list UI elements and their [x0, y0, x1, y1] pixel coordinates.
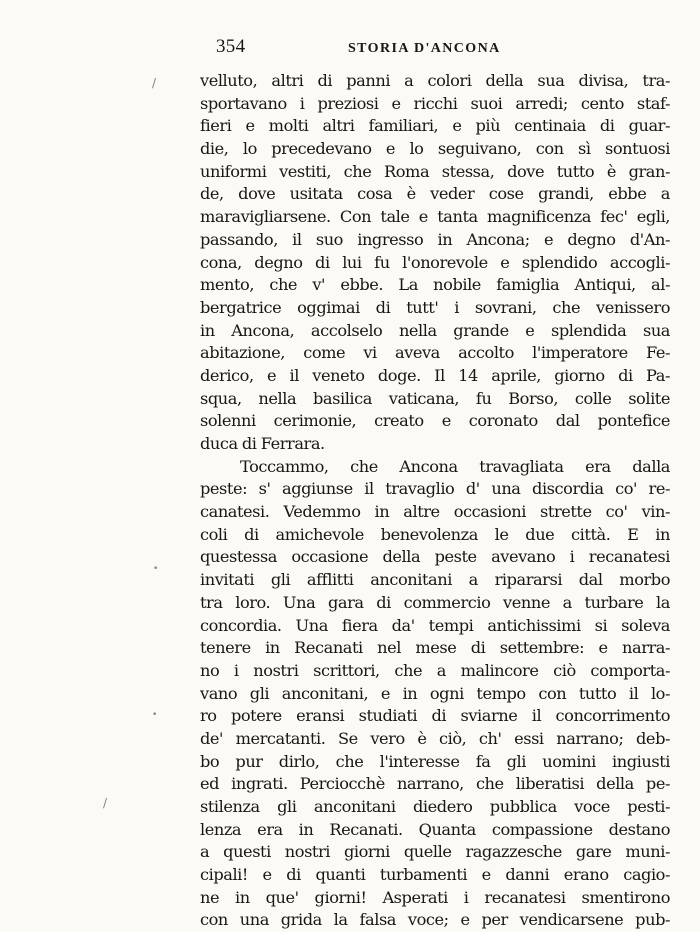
text-line: fieri e molti altri familiari, e più centinaia di guar- [200, 116, 670, 136]
text-line: sportavano i preziosi e ricchi suoi arredi; cento staf- [200, 93, 670, 113]
text-line: peste: s' aggiunse il travaglio d' una discordia co' re- [200, 479, 670, 499]
text-line: concordia. Una fiera da' tempi antichissimi si soleva [200, 615, 670, 635]
text-line: tra loro. Una gara di commercio venne a turbare la [200, 592, 670, 612]
text-line: ne in que' giorni! Asperati i recanatesi smentirono [200, 887, 670, 907]
margin-mark: • [152, 710, 158, 720]
margin-mark: / [152, 76, 157, 90]
text-line: solenni cerimonie, creato e coronato dal pontefice [200, 411, 670, 431]
text-line: con una grida la falsa voce; e per vendicarsene pub- [200, 910, 670, 930]
page-number: 354 [216, 36, 246, 57]
margin-mark: • [153, 564, 159, 574]
text-line: die, lo precedevano e lo seguivano, con sì sontuosi [200, 139, 670, 159]
text-line: questessa occasione della peste avevano i recanatesi [200, 547, 670, 567]
text-line: passando, il suo ingresso in Ancona; e degno d'An- [200, 229, 670, 249]
text-line: derico, e il veneto doge. Il 14 aprile, giorno di Pa- [200, 365, 670, 385]
text-line: abitazione, come vi aveva accolto l'imperatore Fe- [200, 343, 670, 363]
text-line: mento, che v' ebbe. La nobile famiglia Antiqui, al- [200, 275, 670, 295]
text-line: tenere in Recanati nel mese di settembre: e narra- [200, 638, 670, 658]
text-line: de' mercatanti. Se vero è ciò, ch' essi narrano; deb- [200, 728, 670, 748]
text-line: coli di amichevole benevolenza le due città. E in [200, 524, 670, 544]
text-line: ed ingrati. Perciocchè narrano, che liberatisi della pe- [200, 774, 670, 794]
running-title: STORIA D'ANCONA [348, 41, 501, 56]
text-line: stilenza gli anconitani diedero pubblica voce pesti- [200, 797, 670, 816]
text-line: no i nostri scrittori, che a malincore ciò comporta- [200, 660, 670, 680]
text-line: cona, degno di lui fu l'onorevole e splendido accogli- [200, 252, 670, 272]
text-line: bergatrice oggimai di tutt' i sovrani, che venissero [200, 297, 670, 317]
text-line: squa, nella basilica vaticana, fu Borso, colle solite [200, 388, 670, 408]
text-line: ro potere eransi studiati di sviarne il concorrimento [200, 706, 670, 726]
body-text [200, 70, 670, 932]
page-header [198, 36, 668, 64]
paragraph-start-line: Toccammo, che Ancona travagliata era dalla [240, 456, 670, 476]
text-line: de, dove usitata cosa è veder cose grandi, ebbe a [200, 184, 670, 204]
text-line: cipali! e di quanti turbamenti e danni erano cagio- [200, 865, 670, 885]
text-line: in Ancona, accolselo nella grande e splendida sua [200, 320, 670, 340]
text-line: a questi nostri giorni quelle ragazzesche gare muni- [200, 842, 670, 862]
text-line: velluto, altri di panni a colori della sua divisa, tra- [200, 71, 670, 90]
text-line: duca di Ferrara. [200, 434, 325, 453]
text-line: maravigliarsene. Con tale e tanta magnificenza fec' egli, [200, 207, 670, 227]
text-line: lenza era in Recanati. Quanta compassione destano [200, 819, 670, 839]
text-line: invitati gli afflitti anconitani a ripararsi dal morbo [200, 570, 670, 590]
text-line: uniformi vestiti, che Roma stessa, dove tutto è gran- [200, 161, 670, 181]
text-line: vano gli anconitani, e in ogni tempo con tutto il lo- [200, 683, 670, 703]
text-line: canatesi. Vedemmo in altre occasioni strette co' vin- [200, 502, 670, 522]
text-line: bo pur dirlo, che l'interesse fa gli uomini ingiusti [200, 751, 670, 771]
margin-mark: / [103, 796, 108, 810]
